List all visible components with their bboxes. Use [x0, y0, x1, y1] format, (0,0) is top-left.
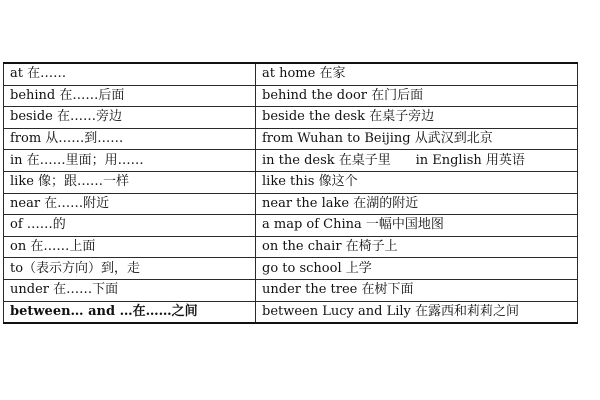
preposition-cell: on 在……上面 — [4, 236, 256, 258]
table-row — [4, 258, 578, 280]
preposition-cell: from 从……到…… — [4, 128, 256, 150]
table-row — [4, 215, 578, 237]
example-cell: on the chair 在椅子上 — [256, 236, 578, 258]
table-row — [4, 63, 578, 85]
example-cell: like this 像这个 — [256, 171, 578, 193]
table-row — [4, 171, 578, 193]
table-row — [4, 236, 578, 258]
example-cell: from Wuhan to Beijing 从武汉到北京 — [256, 128, 578, 150]
preposition-cell: near 在……附近 — [4, 193, 256, 215]
table-row — [4, 128, 578, 150]
preposition-cell: in 在……里面；用…… — [4, 150, 256, 172]
preposition-table — [3, 62, 578, 324]
example-cell: between Lucy and Lily 在露西和莉莉之间 — [256, 301, 578, 323]
table-row — [4, 193, 578, 215]
preposition-cell: of ……的 — [4, 215, 256, 237]
table-row — [4, 107, 578, 129]
preposition-cell: between… and …在……之间 — [4, 301, 256, 323]
preposition-cell: under 在……下面 — [4, 279, 256, 301]
preposition-cell: behind 在……后面 — [4, 85, 256, 107]
example-cell: a map of China 一幅中国地图 — [256, 215, 578, 237]
example-cell: under the tree 在树下面 — [256, 279, 578, 301]
preposition-cell: like 像；跟……一样 — [4, 171, 256, 193]
table-row — [4, 150, 578, 172]
example-cell: near the lake 在湖的附近 — [256, 193, 578, 215]
preposition-cell: at 在…… — [4, 63, 256, 85]
example-cell: beside the desk 在桌子旁边 — [256, 107, 578, 129]
table-row — [4, 85, 578, 107]
example-cell: behind the door 在门后面 — [256, 85, 578, 107]
preposition-cell: to（表示方向）到，走 — [4, 258, 256, 280]
example-cell: at home 在家 — [256, 63, 578, 85]
table-row — [4, 301, 578, 323]
preposition-cell: beside 在……旁边 — [4, 107, 256, 129]
table-row — [4, 279, 578, 301]
example-cell: in the desk 在桌子里 in English 用英语 — [256, 150, 578, 172]
example-cell: go to school 上学 — [256, 258, 578, 280]
